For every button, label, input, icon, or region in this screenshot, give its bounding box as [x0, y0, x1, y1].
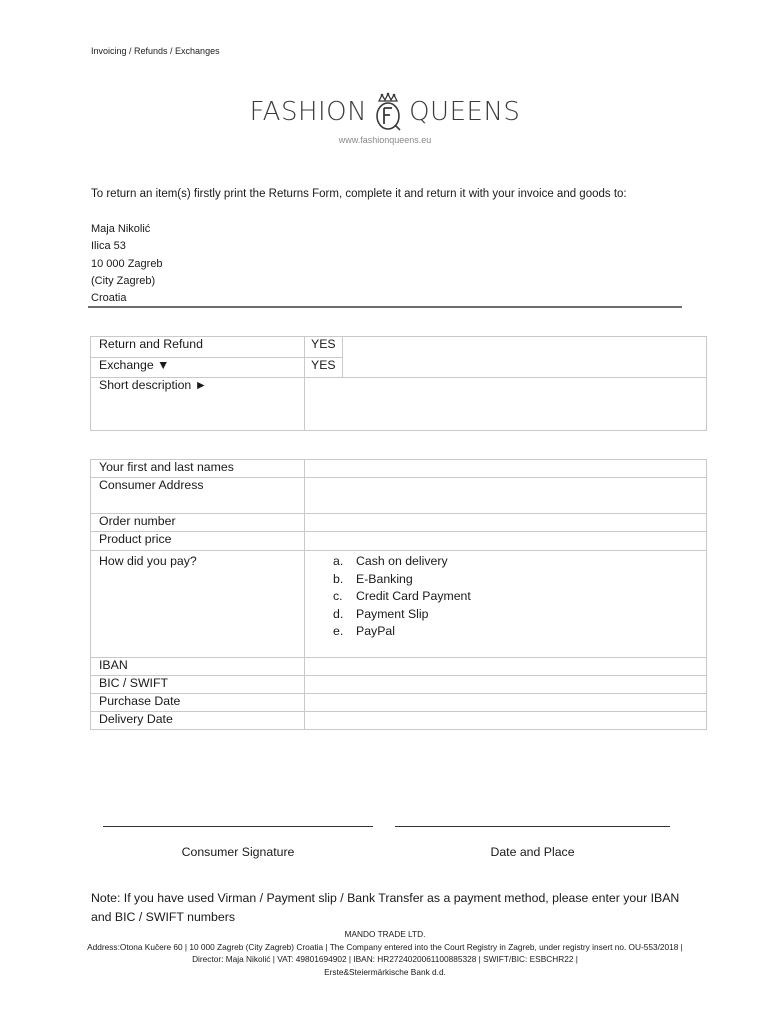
- exchange-label: Exchange ▼: [91, 358, 305, 378]
- option-label: PayPal: [356, 624, 395, 639]
- product-price-label: Product price: [91, 532, 305, 551]
- name-field[interactable]: [305, 460, 707, 478]
- date-place-line[interactable]: [395, 814, 670, 827]
- website-link[interactable]: www.fashionqueens.eu: [338, 135, 432, 145]
- return-address: [91, 221, 163, 307]
- table-row: [91, 478, 707, 514]
- delivery-date-field[interactable]: [305, 712, 707, 730]
- consumer-signature-line[interactable]: [103, 814, 373, 827]
- address-line: (City Zagreb): [91, 274, 156, 287]
- option-letter: c.: [333, 589, 343, 604]
- consumer-signature-label: Consumer Signature: [181, 845, 295, 859]
- exchange-value[interactable]: YES: [305, 358, 343, 378]
- consumer-address-label: Consumer Address: [91, 478, 305, 514]
- crown-monogram-icon: [373, 92, 403, 132]
- bank-name: Erste&Steiermärkische Bank d.d.: [324, 966, 446, 977]
- consumer-address-field[interactable]: [305, 478, 707, 514]
- table-row: [91, 532, 707, 551]
- breadcrumb: Invoicing / Refunds / Exchanges: [91, 46, 220, 56]
- table-row: [91, 514, 707, 532]
- table-row: [91, 658, 707, 676]
- table-row: [91, 378, 707, 431]
- brand-logo: [0, 92, 770, 132]
- payment-option[interactable]: [313, 572, 698, 590]
- brand-name-right: QUEENS: [409, 97, 521, 127]
- return-notes-cell[interactable]: [342, 337, 706, 378]
- table-row: [91, 712, 707, 730]
- address-line: Ilica 53: [91, 240, 126, 253]
- bic-swift-field[interactable]: [305, 676, 707, 694]
- divider: [88, 306, 682, 308]
- brand-name-left: FASHION: [249, 97, 368, 127]
- order-number-field[interactable]: [305, 514, 707, 532]
- payment-option[interactable]: [313, 624, 698, 642]
- option-label: Payment Slip: [356, 606, 429, 621]
- option-letter: e.: [333, 624, 344, 639]
- payment-method-cell: [305, 551, 707, 658]
- table-row: [91, 551, 707, 658]
- option-letter: b.: [333, 571, 344, 586]
- address-line: Maja Nikolić: [91, 223, 151, 235]
- option-letter: d.: [333, 606, 344, 621]
- payment-options-list: [313, 554, 698, 642]
- purchase-date-label: Purchase Date: [91, 694, 305, 712]
- payment-method-label: How did you pay?: [91, 551, 305, 658]
- purchase-date-field[interactable]: [305, 694, 707, 712]
- short-description-label: Short description ►: [91, 378, 305, 431]
- bic-swift-label: BIC / SWIFT: [91, 676, 305, 694]
- table-row: [91, 337, 707, 358]
- company-name: MANDO TRADE LTD.: [344, 929, 426, 939]
- payment-option[interactable]: [313, 607, 698, 625]
- payment-option[interactable]: [313, 589, 698, 607]
- date-place-label: Date and Place: [490, 845, 575, 859]
- return-options-table: [90, 336, 707, 431]
- company-footer: [86, 928, 684, 978]
- table-row: [91, 694, 707, 712]
- option-label: E-Banking: [356, 571, 413, 586]
- short-description-field[interactable]: [305, 378, 707, 431]
- payment-note: Note: If you have used Virman / Payment slip / Bank Transfer as a payment method, please enter your IBAN and BIC / SWIFT numbers: [91, 891, 680, 924]
- product-price-field[interactable]: [305, 532, 707, 551]
- iban-label: IBAN: [91, 658, 305, 676]
- intro-text: To return an item(s) firstly print the Returns Form, complete it and return it with your invoice and goods to:: [91, 188, 627, 200]
- address-line: 10 000 Zagreb: [91, 257, 163, 270]
- address-line: Croatia: [91, 292, 127, 305]
- table-row: [91, 676, 707, 694]
- delivery-date-label: Delivery Date: [91, 712, 305, 730]
- option-letter: a.: [333, 554, 344, 568]
- consumer-details-table: [90, 459, 707, 730]
- order-number-label: Order number: [91, 514, 305, 532]
- name-label: Your first and last names: [91, 460, 305, 478]
- option-label: Credit Card Payment: [356, 589, 471, 604]
- payment-option[interactable]: [313, 554, 698, 572]
- company-details: Address:Otona Kučere 60 | 10 000 Zagreb (City Zagreb) Croatia | The Company entered into the Court Registry in Zagreb, under registry insert no. OU-553/2018 | Director: Maja Nikolić | VAT: 49801694902 | IBAN: HR2724020061100885328 | SWIFT/BIC: ESBCHR22 |: [87, 941, 683, 964]
- return-refund-label: Return and Refund: [91, 337, 305, 358]
- iban-field[interactable]: [305, 658, 707, 676]
- table-row: [91, 460, 707, 478]
- option-label: Cash on delivery: [356, 554, 448, 568]
- return-refund-value[interactable]: YES: [305, 337, 343, 358]
